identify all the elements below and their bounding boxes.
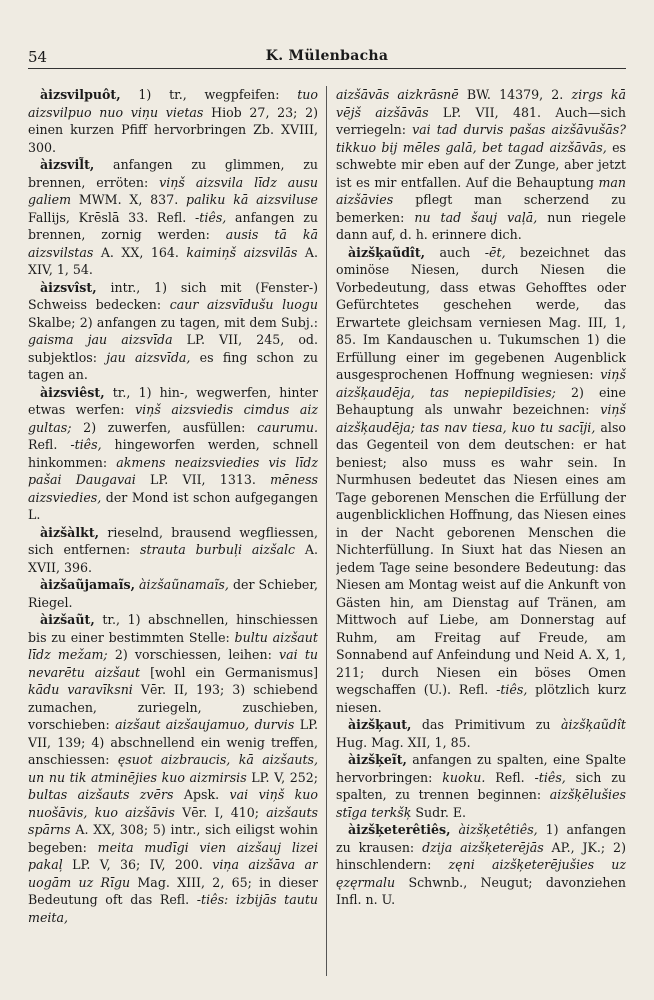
entry-headword: àizšaũt, xyxy=(40,612,95,627)
dictionary-entry xyxy=(336,821,626,909)
right-column xyxy=(336,86,626,976)
dictionary-entry xyxy=(28,524,318,577)
entry-headword: àizsvilpuôt, xyxy=(40,87,121,102)
dictionary-entry xyxy=(28,156,318,279)
column-divider xyxy=(326,86,327,976)
dictionary-entry xyxy=(28,86,318,156)
dictionary-entry xyxy=(336,751,626,821)
entry-headword: àizšķeterêtiês, xyxy=(348,822,451,837)
dictionary-entry xyxy=(28,384,318,524)
entry-definition: das Primitivum zu àizšķaũdît Hug. Mag. XII, 1, 85. xyxy=(336,717,626,750)
entry-headword: àizšķaut, xyxy=(348,717,412,732)
entry-headword: àizsvîst, xyxy=(40,279,97,295)
page-header xyxy=(28,46,626,69)
dictionary-entry xyxy=(336,86,626,244)
entry-headword: àizšķeĩt, xyxy=(348,752,407,767)
entry-headword: àizsvil̃t, xyxy=(40,157,95,172)
text-columns xyxy=(28,86,626,976)
entry-definition: aizšāvās aizkrāsnē BW. 14379, 2. zirgs kā vējš aizšāvās LP. VII, 481. Auch—sich verriegeln: vai tad durvis pašas aizšāvušās? tikkuo bij mēles galā, bet tagad aizšāvās, es schwebte mir eben auf der Zunge, aber jetzt ist es mir entfallen. Auf die Behauptung man aizšāvies pflegt man scherzend zu bemerken: nu tad šauj vaļā, nun riegele dann auf, d. h. erinnere dich. xyxy=(336,87,626,242)
dictionary-entry xyxy=(28,279,318,384)
entry-definition: anfangen zu spalten, eine Spalte hervorbringen: kuoku. Refl. -tiês, sich zu spalten, zu trennen beginnen: aizšķēlušies stīga terkšķ Sudr. E. xyxy=(336,752,626,820)
running-title: K. Mülenbacha xyxy=(265,48,389,64)
entry-headword: àizšàlkt, xyxy=(40,524,100,540)
dictionary-entry xyxy=(28,611,318,926)
entry-definition: tr., 1) abschnellen, hinschiessen bis zu einer bestimmten Stelle: bultu aizšaut līdz mežam; 2) vorschiessen, leihen: vai tu nevarētu aizšaut [wohl ein Germanismus] kādu varavīksni Vēr. II, 193; 3) schiebend zumachen, zuriegeln, zuschieben, vorschieben: aizšaut aizšaujamuo, durvis LP. VII, 139; 4) abschnellend ein wenig treffen, anschiessen: ęsuot aizbraucis, kā aizšauts, un nu tik atminējies kuo aizmirsis LP. V, 252; bultas aizšauts zvērs Apsk. vai viņš kuo nuošāvis, kuo aizšāvis Vēr. I, 410; aizšauts spārns A. XX, 308; 5) intr., sich eiligst wohin begeben: meita mudīgi vien aizšauj lizei pakaļ LP. V, 36; IV, 200. viņa aizšāva ar uogām uz Rīgu Mag. XIII, 2, 65; in dieser Bedeutung oft das Refl. -tiês: izbijās tautu meita, xyxy=(28,612,318,925)
entry-definition: àizšķetêtiês, 1) anfangen zu krausen: dzija aizšķeterējās AP., JK.; 2) hinschlendern: zęni aizšķeterējušies uz ęzęrmalu Schwnb., Neugut; davonziehen Infl. n. U. xyxy=(336,822,626,907)
entry-definition: rieselnd, brausend wegfliessen, sich entfernen: strauta burbuļi aizšalc A. XVII, 396. xyxy=(28,524,318,575)
entry-headword: àizšķaũdît, xyxy=(348,244,426,260)
dictionary-entry xyxy=(336,716,626,751)
entry-headword: àizsviêst, xyxy=(40,384,105,400)
entry-definition: 1) tr., wegpfeifen: tuo aizsvilpuo nuo viņu vietas Hiob 27, 23; 2) einen kurzen Pfiff hervorbringen Zb. XVIII, 300. xyxy=(28,87,318,155)
dictionary-entry xyxy=(336,244,626,717)
entry-definition: àizšaũnamaĩs, der Schieber, Riegel. xyxy=(28,577,318,610)
entry-definition: auch -ēt, bezeichnet das ominöse Niesen, durch Niesen die Vorbedeutung, dass etwas Gehofftes oder Gefürchtetes geschehen werde, das Erwartete gleichsam verniesen Mag. III, 1, 85. Im Kandauschen u. Tukumschen 1) die Erfüllung einer im gegebenen Augenblick ausgesprochenen Hoffnung wegniesen: viņš aizšķaudēja, tas nepiepildīsies; 2) eine Behauptung als unwahr bezeichnen: viņš aizšķaudēja; tas nav tiesa, kuo tu sacīji, also das Gegenteil von dem deutschen: er hat beniest; also muss es wahr sein. In Nurmhusen bedeutet das Niesen eines am Tage geborenen Menschen die Erfüllung der augenblicklichen Hoffnung, das Niesen eines in der Nacht geborenen Menschen die Nichterfüllung. In Siuxt hat das Niesen an jedem Tage seine besondere Bedeutung: das Niesen am Montag weist auf die Ankunft von Gästen hin, am Dienstag auf Tränen, am Mittwoch auf Liebe, am Donnerstag auf Ruhm, am Freitag auf Freude, am Sonnabend auf Anfeindung und Neid A. X, 1, 211; durch Niesen ein böses Omen wegschaffen (U.). Refl. -tiês, plötzlich kurz niesen. xyxy=(336,244,626,715)
entry-definition: intr., 1) sich mit (Fenster-) Schweiss bedecken: caur aizsvīdušu luogu Skalbe; 2) anfangen zu tagen, mit dem Subj.: gaisma jau aizsvīda LP. VII, 245, od. subjektlos: jau aizsvīda, es fing schon zu tagen an. xyxy=(28,279,318,382)
left-column xyxy=(28,86,318,976)
entry-headword: àizšaũjamaĩs, xyxy=(40,577,135,592)
page-number: 54 xyxy=(28,48,48,66)
entry-definition: tr., 1) hin-, wegwerfen, hinter etwas werfen: viņš aizsviedis cimdus aiz gultas; 2) zuwerfen, ausfüllen: caurumu. Refl. -tiês, hingeworfen werden, schnell hinkommen: akmens neaizsviedies vis līdz pašai Daugavai LP. VII, 1313. mēness aizsviedies, der Mond ist schon aufgegangen L. xyxy=(28,384,318,522)
dictionary-entry xyxy=(28,576,318,611)
entry-definition: anfangen zu glimmen, zu brennen, erröten: viņš aizsvila līdz ausu galiem MWM. X, 837. paliku kā aizsviluse Fallijs, Krēslā 33. Refl. -tiês, anfangen zu brennen, zornig werden: ausis tā kā aizsvilstas A. XX, 164. kaimiņš aizsvilās A. XIV, 1, 54. xyxy=(28,157,318,277)
